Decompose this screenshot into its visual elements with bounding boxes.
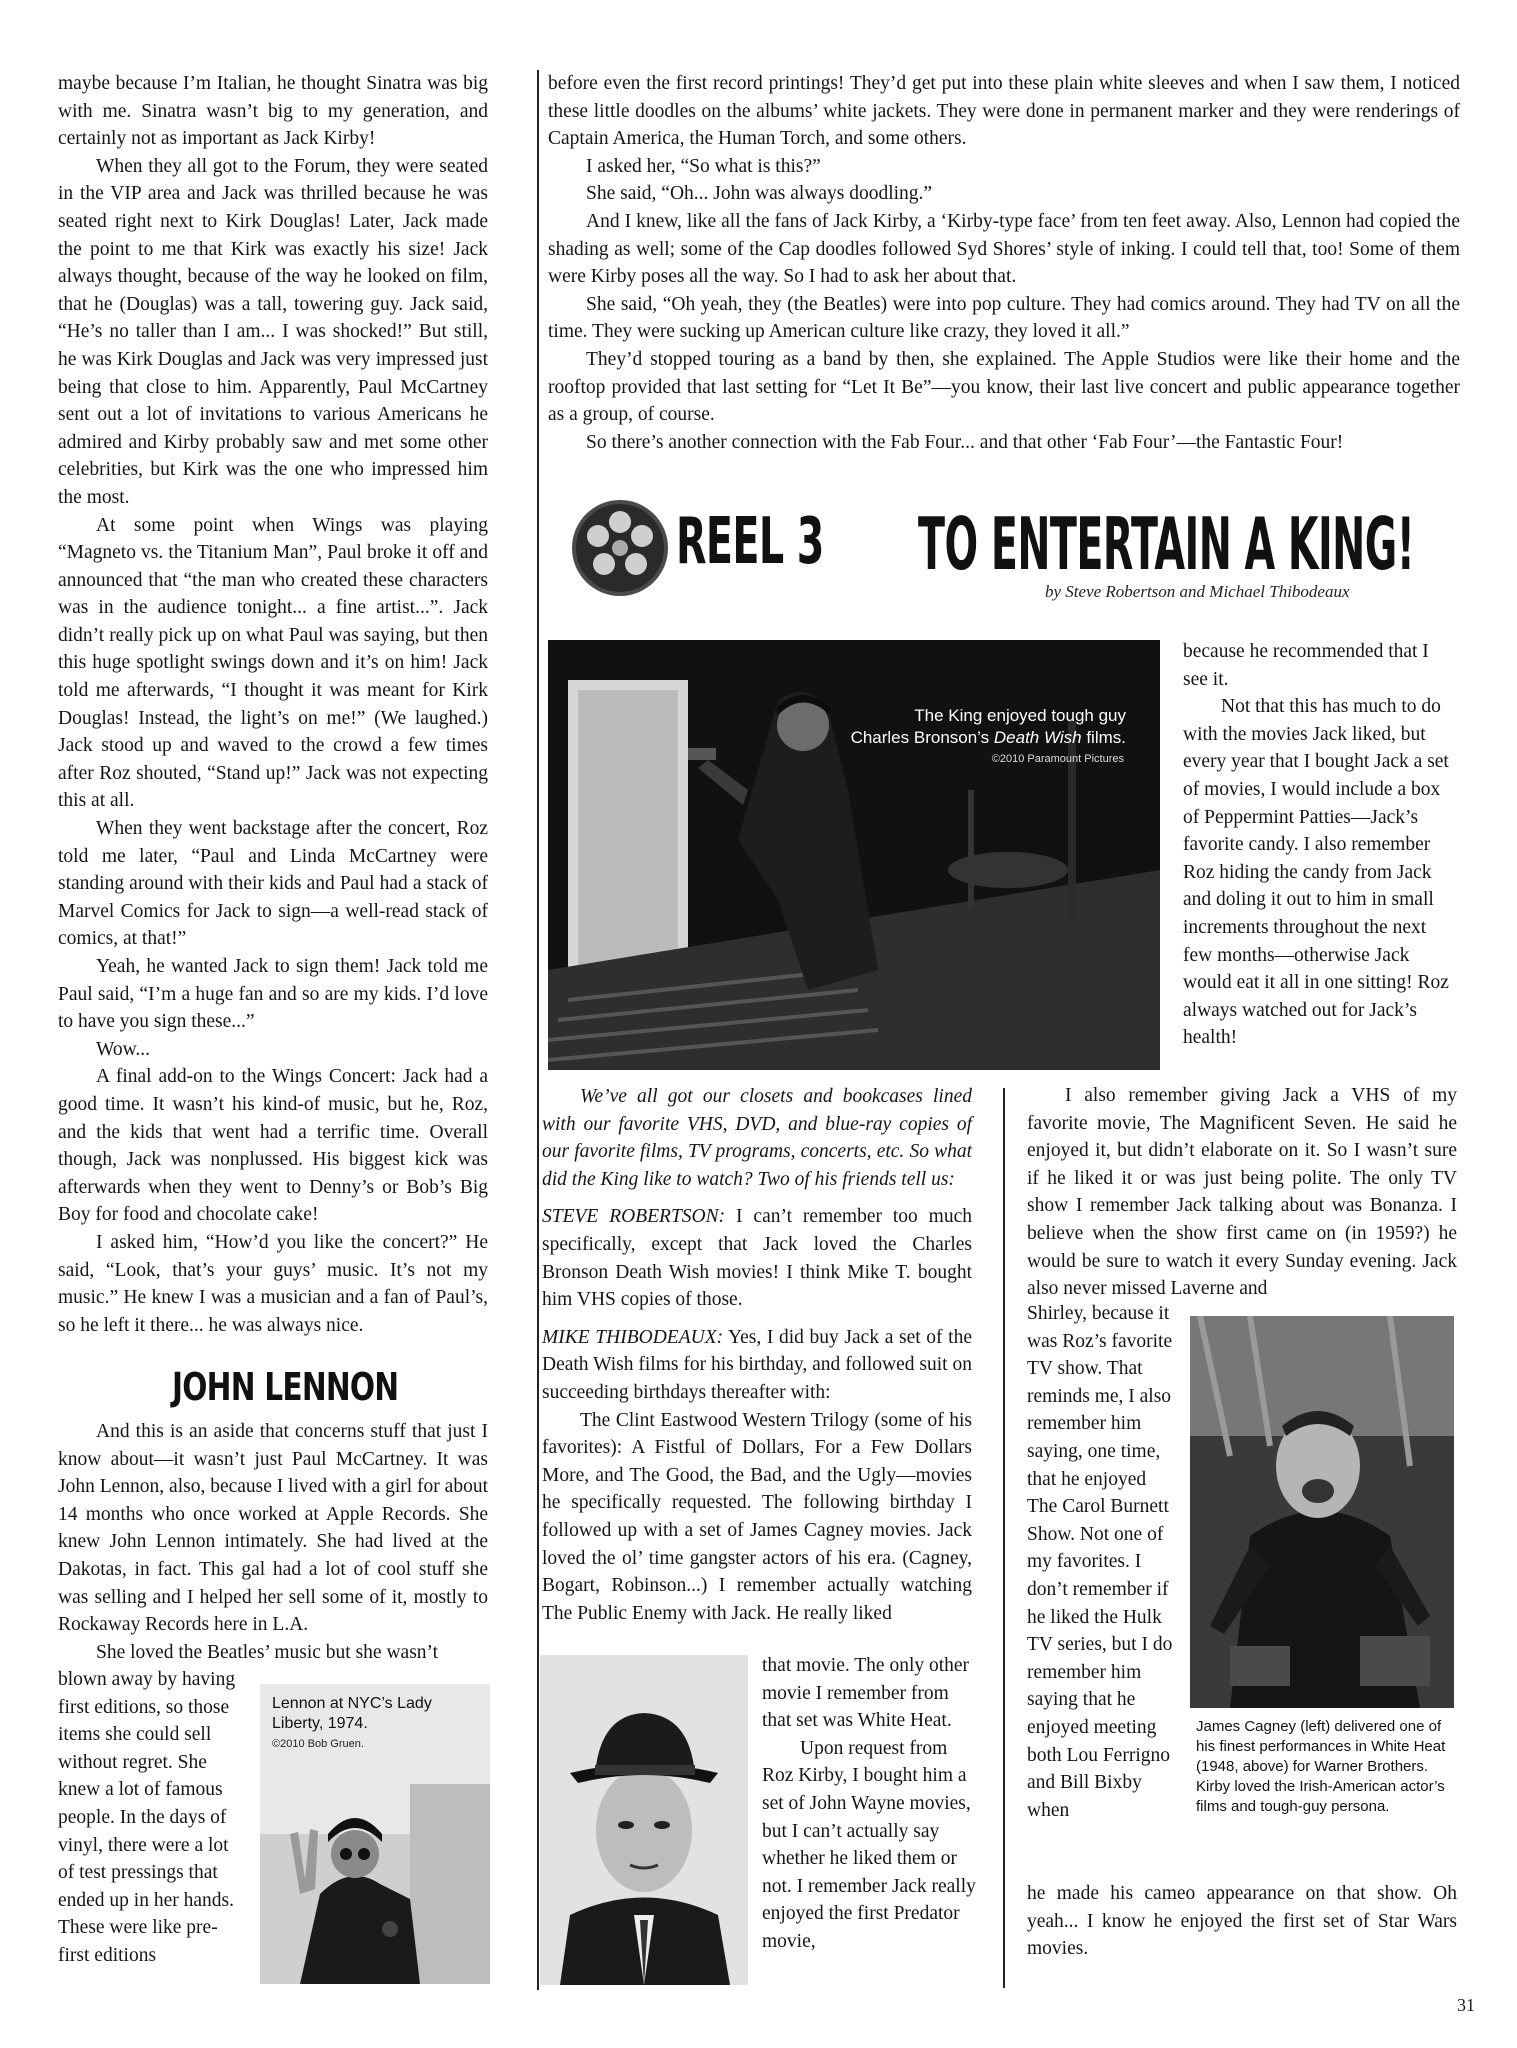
column-rule-left: [537, 70, 539, 1990]
right-wrap-column: [1027, 1300, 1175, 1824]
paragraph: Shirley, because it was Roz’s favorite TV show. That reminds me, I also remember him saying, one time, that he enjoyed The Carol Burnett Show. Not one of my favorites. I don’t remember if he liked the Hulk TV series, but I do remember him saying that he enjoyed meeting both Lou Ferrigno and Bill Bixby when: [1027, 1303, 1173, 1821]
paragraph: Yeah, he wanted Jack to sign them! Jack told me Paul said, “I’m a huge fan and so are my kids. I’d love to have you sign these...”: [58, 956, 488, 1033]
bronson-credit: ©2010 Paramount Pictures: [991, 753, 1124, 765]
paragraph: At some point when Wings was playing “Magneto vs. the Titanium Man”, Paul broke it off and announced that “the man who created these characters was in the audience tonight... a fine artist...”. Jack didn’t really pick up on what Paul was saying, but then this huge spotlight swings down and it’s on him! Jack told me afterwards, “I thought it was meant for Kirk Douglas! Instead, the light’s on me!” (We laughed.) Jack stood up and waved to the crowd a few times after Roz shouted, “Stand up!” Jack was not expecting this at all.: [58, 514, 488, 812]
clint-paragraph: The Clint Eastwood Western Trilogy (some of his favorites): A Fistful of Dollars, For a Few Dollars More, and The Good, the Bad, and the Ugly—movies he specifically requested. The following birthday I followed up with a set of James Cagney movies. Jack loved the ol’ time gangster actors of his era. (Cagney, Bogart, Robinson...) I remember actually watching The Public Enemy with Jack. He really liked: [542, 1409, 972, 1624]
right-column-end: [1027, 1880, 1457, 1963]
bronson-photo: [548, 640, 1160, 1070]
paragraph: And this is an aside that concerns stuff that just I know about—it wasn’t just Paul McCartney. It was John Lennon, also, because I lived with a girl for about 14 months who once worked at Apple Records. She knew John Lennon intimately. She had lived at the Dakotas, in fact. This gal had a lot of cool stuff she was selling and I helped her sell some of it, mostly to Rockaway Records here in L.A.: [58, 1421, 488, 1636]
mike-paragraph: [542, 1324, 972, 1407]
middle-column: [542, 1083, 972, 1627]
bronson-caption-end: films.: [1081, 728, 1126, 747]
steve-paragraph: [542, 1203, 972, 1313]
lennon-photo: [260, 1684, 490, 1984]
lennon-section: [58, 1418, 488, 1666]
paragraph: I asked him, “How’d you like the concert?” He said, “Look, that’s your guys’ music. It’s not my music.” He knew I was a musician and a fan of Paul’s, so he left it there... he was always nice.: [58, 1231, 488, 1336]
middle-wrap-column: [762, 1652, 976, 1956]
lennon-credit: ©2010 Bob Gruen.: [272, 1738, 364, 1750]
section-heading-john-lennon: JOHN LENNON: [172, 1365, 399, 1409]
paragraph: She said, “Oh yeah, they (the Beatles) were into pop culture. They had comics around. They had TV on all the time. They were sucking up American culture like crazy, they loved it all.”: [548, 293, 1460, 343]
paragraph: because he recommended that I see it.: [1183, 641, 1429, 690]
white-heat-photo: [1190, 1316, 1454, 1708]
bronson-caption-line2: [851, 728, 1126, 748]
paragraph: I also remember giving Jack a VHS of my favorite movie, The Magnificent Seven. He said he enjoyed it, but didn’t elaborate on it. So I wasn’t sure if he liked it or was just being polite. The only TV show I remember Jack talking about was Bonanza. I believe when the show first came on (in 1959?) he would be sure to watch it every Sunday evening. Jack also never missed Laverne and: [1027, 1085, 1457, 1300]
lennon-caption: Lennon at NYC’s Lady Liberty, 1974.: [272, 1695, 432, 1732]
paragraph: And I knew, like all the fans of Jack Kirby, a ‘Kirby-type face’ from ten feet away. Also, Lennon had copied the shading as well; some of the Cap doodles followed Syd Shores’ style of inking. I could tell that, too! Some of them were Kirby poses all the way. So I had to ask her about that.: [548, 210, 1460, 288]
mike-text: Yes, I did buy Jack a set of the Death Wish films for his birthday, and followed suit on succeeding birthdays thereafter with:: [542, 1326, 972, 1403]
paragraph: blown away by having first editions, so those items she could sell without regret. She knew a lot of famous people. In the days of vinyl, there were a lot of test pressings that ended up in her hands. These were like pre-first editions: [58, 1669, 236, 1966]
paragraph: She said, “Oh... John was always doodling.”: [586, 183, 933, 205]
bronson-caption-line1: The King enjoyed tough guy: [914, 706, 1126, 725]
paragraph: They’d stopped touring as a band by then, she explained. The Apple Studios were like their home and the rooftop provided that last setting for “Let It Be”—you know, their last live concert and public appearance together as a group, of course.: [548, 348, 1460, 426]
right-column-top: [1027, 1082, 1457, 1303]
paragraph: When they went backstage after the concert, Roz told me later, “Paul and Linda McCartney were standing around with their kids and Paul had a stack of Marvel Comics for Jack to sign—a well-read stack of comics, at that!”: [58, 818, 488, 950]
lennon-wrap-text: [58, 1666, 240, 1970]
mike-label: MIKE THIBODEAUX:: [542, 1326, 724, 1348]
bronson-illustration: [548, 640, 1160, 1070]
article-title: TO ENTERTAIN A KING!: [918, 502, 1415, 586]
film-reel-icon: [570, 498, 670, 598]
white-heat-illustration: [1190, 1316, 1454, 1708]
page-number: 31: [1457, 1995, 1475, 2015]
paragraph: Not that this has much to do with the movies Jack liked, but every year that I bought Jack a set of movies, I would include a box of Peppermint Patties—Jack’s favorite candy. I also remember Roz hiding the candy from Jack and doling it out to him in small increments throughout the next few months—otherwise Jack would eat it all in one sitting! Roz always watched out for Jack’s health!: [1183, 696, 1449, 1049]
top-text-block: [548, 70, 1460, 456]
bronson-caption-title: Death Wish: [993, 728, 1082, 747]
right-narrow-column: [1183, 638, 1455, 1052]
reel-label: REEL 3: [676, 505, 824, 579]
paragraph: Wow...: [96, 1038, 151, 1060]
steve-text: I can’t remember too much specifically, except that Jack loved the Charles Bronson Death Wish movies! I think Mike T. bought him VHS copies of those.: [542, 1206, 972, 1311]
paragraph: So there’s another connection with the Fab Four... and that other ‘Fab Four’—the Fantastic Four!: [586, 431, 1344, 453]
intro-paragraph: We’ve all got our closets and bookcases lined with our favorite VHS, DVD, and blue-ray copies of our favorite films, TV programs, concerts, etc. So what did the King like to watch? Two of his friends tell us:: [542, 1086, 972, 1190]
paragraph: Upon request from Roz Kirby, I bought him a set of John Wayne movies, but I can’t actually say whether he liked them or not. I remember Jack really enjoyed the first Predator movie,: [762, 1737, 976, 1952]
paragraph: maybe because I’m Italian, he thought Sinatra was big with me. Sinatra wasn’t big to my generation, and certainly not as important as Jack Kirby!: [58, 73, 488, 150]
cagney-caption: James Cagney (left) delivered one of his finest performances in White Heat (1948, above) for Warner Brothers. Kirby loved the Irish-American actor’s films and tough-guy persona.: [1196, 1718, 1446, 1815]
paragraph: A final add-on to the Wings Concert: Jack had a good time. It wasn’t his kind-of music, but he, Roz, and the kids that went had a terrific time. Overall though, Jack was nonplussed. His biggest kick was afterwards when they went to Denny’s or Bob’s Big Boy for food and chocolate cake!: [58, 1066, 488, 1226]
column-rule-right: [1003, 1088, 1005, 1988]
cagney-illustration: [540, 1655, 748, 1985]
paragraph: She loved the Beatles’ music but she wasn’t: [96, 1641, 439, 1663]
steve-label: STEVE ROBERTSON:: [542, 1206, 726, 1228]
left-column: [58, 70, 488, 1339]
bronson-caption-text: Charles Bronson’s: [850, 728, 994, 747]
paragraph: he made his cameo appearance on that show. Oh yeah... I know he enjoyed the first set of Star Wars movies.: [1027, 1883, 1457, 1960]
cagney-photo: [540, 1655, 748, 1985]
byline: by Steve Robertson and Michael Thibodeaux: [1045, 582, 1350, 601]
paragraph: before even the first record printings! They’d get put into these plain white sleeves and when I saw them, I noticed these little doodles on the albums’ white jackets. They were done in permanent marker and they were renderings of Captain America, the Human Torch, and some others.: [548, 73, 1460, 150]
paragraph: I asked her, “So what is this?”: [586, 155, 821, 177]
paragraph: When they all got to the Forum, they were seated in the VIP area and Jack was thrilled because he was seated right next to Kirk Douglas! Later, Jack made the point to me that Kirk was exactly his size! Jack always thought, because of the way he looked on film, that he (Douglas) was a tall, towering guy. Jack said, “He’s no taller than I am... I was shocked!” But still, he was Kirk Douglas and Jack was very impressed just being that close to him. Apparently, Paul McCartney sent out a lot of invitations to various Americans he admired and Kirby probably saw and met some other celebrities, but Kirk was the one who impressed him the most.: [58, 155, 488, 508]
paragraph: that movie. The only other movie I remember from that set was White Heat.: [762, 1655, 970, 1732]
